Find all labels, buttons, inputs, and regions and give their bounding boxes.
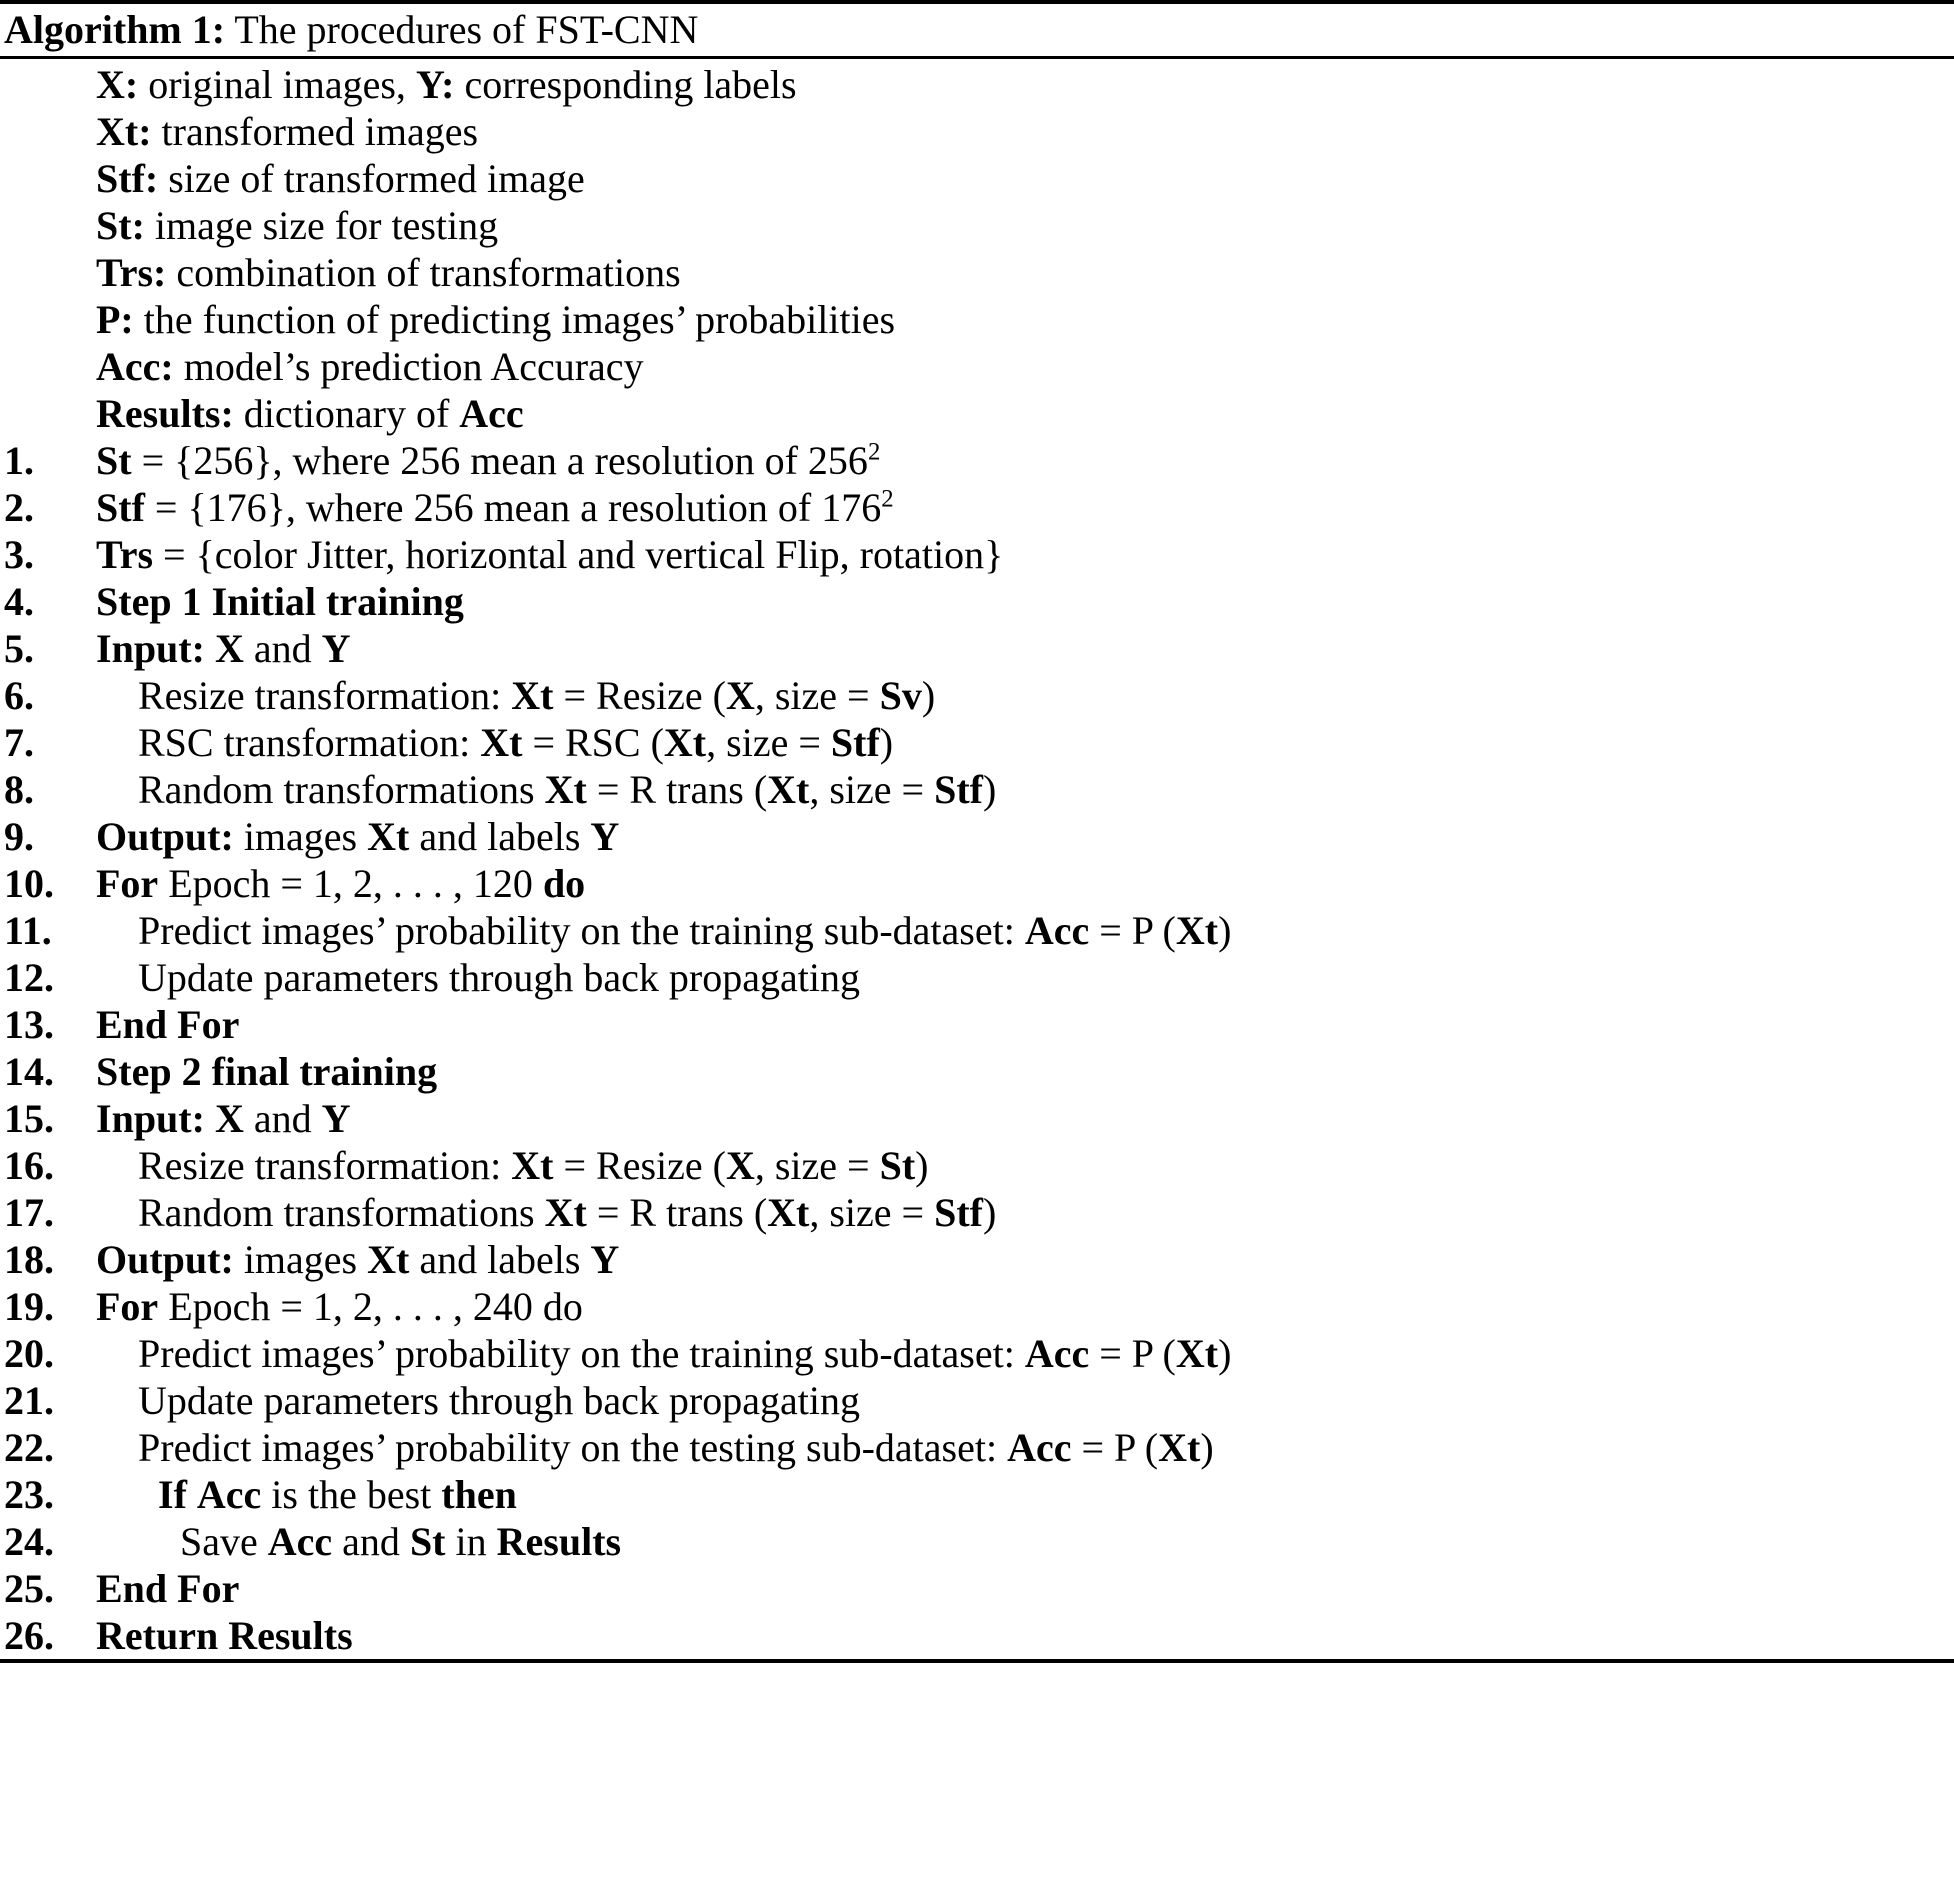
line-content: [96, 296, 1954, 343]
emphasized-token: Y:: [415, 62, 455, 107]
plain-token: = Resize (: [553, 673, 726, 718]
plain-token: size of transformed image: [158, 156, 585, 201]
algorithm-header: [0, 4, 1954, 56]
plain-token: combination of transformations: [166, 250, 681, 295]
plain-token: Predict images’ probability on the training sub-dataset:: [138, 1331, 1025, 1376]
algorithm-step-line: [0, 907, 1954, 954]
plain-token: Save: [180, 1519, 268, 1564]
emphasized-token: Acc: [459, 391, 524, 436]
line-content: [96, 1283, 1954, 1330]
line-content: [96, 1612, 1954, 1659]
plain-token: , size =: [754, 1143, 880, 1188]
line-number: 13.: [4, 1002, 54, 1047]
emphasized-token: If: [158, 1472, 187, 1517]
plain-token: RSC transformation:: [138, 720, 481, 765]
emphasized-token: Stf: [934, 1190, 983, 1235]
emphasized-token: then: [441, 1472, 517, 1517]
plain-token: images: [233, 1237, 368, 1282]
algorithm-step-line: [0, 1565, 1954, 1612]
preamble-line: [0, 390, 1954, 437]
emphasized-token: Acc: [1024, 908, 1090, 953]
emphasized-token: Xt: [663, 720, 707, 765]
plain-token: Random transformations: [138, 767, 545, 812]
line-content: [96, 907, 1954, 954]
line-content: [96, 1048, 1954, 1095]
emphasized-token: Output:: [96, 814, 234, 859]
algorithm-body: [0, 59, 1954, 1659]
line-number: 7.: [4, 720, 34, 765]
algorithm-step-line: [0, 672, 1954, 719]
plain-token: , size =: [809, 767, 935, 812]
emphasized-token: Xt: [1175, 908, 1219, 953]
plain-token: images: [233, 814, 368, 859]
plain-token: ): [983, 767, 997, 812]
line-content: [96, 61, 1954, 108]
plain-token: ): [921, 673, 936, 718]
emphasized-token: Xt: [1175, 1331, 1219, 1376]
plain-token: ): [1200, 1425, 1214, 1470]
emphasized-token: Stf: [96, 485, 145, 530]
preamble-line: [0, 296, 1954, 343]
algorithm-step-line: [0, 766, 1954, 813]
algorithm-step-line: [0, 1189, 1954, 1236]
preamble-line: [0, 249, 1954, 296]
plain-token: = P (: [1089, 1331, 1176, 1376]
line-content: [96, 1518, 1954, 1565]
line-number: 2.: [4, 485, 34, 530]
line-number: 4.: [4, 579, 34, 624]
line-content: [96, 1236, 1954, 1283]
emphasized-token: Xt: [544, 767, 587, 812]
algorithm-step-line: [0, 1283, 1954, 1330]
algorithm-step-line: [0, 578, 1954, 625]
line-number: 3.: [4, 532, 34, 577]
plain-token: and: [332, 1519, 410, 1564]
plain-token: = RSC (: [522, 720, 664, 765]
emphasized-token: Y: [590, 1237, 620, 1282]
algorithm-step-line: [0, 1236, 1954, 1283]
plain-token: Predict images’ probability on the testing sub-dataset:: [138, 1425, 1008, 1470]
emphasized-token: Xt: [367, 814, 410, 859]
plain-token: = R trans (: [586, 1190, 768, 1235]
bottom-rule: [0, 1659, 1954, 1663]
preamble-line: [0, 343, 1954, 390]
line-number: 5.: [4, 626, 34, 671]
algorithm-step-line: [0, 1001, 1954, 1048]
emphasized-token: Xt: [511, 673, 554, 718]
line-content: [96, 1189, 1954, 1236]
emphasized-token: Return Results: [96, 1613, 353, 1658]
plain-token: Resize transformation:: [138, 673, 512, 718]
algorithm-preamble: [0, 61, 1954, 437]
line-content: [96, 766, 1954, 813]
line-number: 18.: [4, 1237, 54, 1282]
plain-token: in: [445, 1519, 497, 1564]
algorithm-step-line: [0, 1095, 1954, 1142]
emphasized-token: Xt: [767, 767, 810, 812]
emphasized-token: Acc: [267, 1519, 333, 1564]
algorithm-step-line: [0, 719, 1954, 766]
emphasized-token: Results: [496, 1519, 622, 1564]
line-number: 26.: [4, 1613, 54, 1658]
plain-token: Random transformations: [138, 1190, 545, 1235]
emphasized-token: Xt: [767, 1190, 810, 1235]
line-content: [96, 1377, 1954, 1424]
plain-token: = {256}, where 256 mean a resolution of 256: [131, 438, 868, 483]
line-number: 16.: [4, 1143, 54, 1188]
emphasized-token: Acc: [196, 1472, 262, 1517]
plain-token: 2: [867, 438, 881, 466]
plain-token: and: [243, 626, 322, 671]
line-number: 17.: [4, 1190, 54, 1235]
emphasized-token: X: [214, 1096, 244, 1141]
plain-token: image size for testing: [144, 203, 499, 248]
line-number: 11.: [4, 908, 52, 953]
emphasized-token: St: [879, 1143, 916, 1188]
emphasized-token: Sv: [879, 673, 922, 718]
algorithm-step-line: [0, 1377, 1954, 1424]
line-number: 12.: [4, 955, 54, 1000]
plain-token: = {176}, where 256 mean a resolution of 176: [144, 485, 882, 530]
plain-token: ): [983, 1190, 997, 1235]
plain-token: and labels: [409, 814, 591, 859]
emphasized-token: X:: [96, 62, 139, 107]
line-content: [96, 1471, 1954, 1518]
line-content: [96, 249, 1954, 296]
emphasized-token: Input:: [96, 1096, 205, 1141]
emphasized-token: do: [542, 861, 586, 906]
algorithm-step-line: [0, 1424, 1954, 1471]
emphasized-token: Stf: [830, 720, 880, 765]
plain-token: dictionary of: [233, 391, 460, 436]
emphasized-token: St: [96, 438, 132, 483]
algorithm-label: Algorithm 1:: [4, 7, 226, 52]
plain-token: ): [879, 720, 894, 765]
emphasized-token: Xt: [480, 720, 523, 765]
preamble-line: [0, 61, 1954, 108]
algorithm-steps: [0, 437, 1954, 1659]
emphasized-token: Stf: [934, 767, 983, 812]
emphasized-token: St:: [96, 203, 145, 248]
algorithm-step-line: [0, 1330, 1954, 1377]
plain-token: , size =: [809, 1190, 935, 1235]
plain-token: is the best: [261, 1472, 442, 1517]
plain-token: [187, 1472, 197, 1517]
plain-token: , size =: [754, 673, 880, 718]
line-number: 10.: [4, 861, 54, 906]
line-number: 9.: [4, 814, 34, 859]
algorithm-step-line: [0, 484, 1954, 531]
plain-token: Epoch = 1, 2, . . . , 240 do: [158, 1284, 583, 1329]
algorithm-step-line: [0, 1518, 1954, 1565]
plain-token: Epoch = 1, 2, . . . , 120: [158, 861, 543, 906]
line-content: [96, 860, 1954, 907]
emphasized-token: Input:: [96, 626, 205, 671]
emphasized-token: X: [214, 626, 244, 671]
line-content: [96, 155, 1954, 202]
line-content: [96, 1565, 1954, 1612]
plain-token: [205, 626, 215, 671]
plain-token: transformed images: [151, 109, 479, 154]
emphasized-token: Xt: [1158, 1425, 1201, 1470]
emphasized-token: For: [96, 1284, 159, 1329]
emphasized-token: Acc: [1024, 1331, 1090, 1376]
plain-token: Update parameters through back propagating: [138, 1378, 860, 1423]
plain-token: Update parameters through back propagating: [138, 955, 860, 1000]
line-content: [96, 813, 1954, 860]
algorithm-step-line: [0, 1048, 1954, 1095]
emphasized-token: Xt: [544, 1190, 587, 1235]
line-content: [96, 625, 1954, 672]
plain-token: Resize transformation:: [138, 1143, 512, 1188]
plain-token: = P (: [1089, 908, 1176, 953]
emphasized-token: St: [409, 1519, 446, 1564]
algorithm-step-line: [0, 1142, 1954, 1189]
plain-token: corresponding labels: [454, 62, 797, 107]
emphasized-token: Xt: [367, 1237, 410, 1282]
line-number: 6.: [4, 673, 34, 718]
line-number: 1.: [4, 438, 34, 483]
line-content: [96, 954, 1954, 1001]
emphasized-token: X: [725, 673, 755, 718]
emphasized-token: Acc: [1007, 1425, 1072, 1470]
line-number: 21.: [4, 1378, 54, 1423]
line-number: 22.: [4, 1425, 54, 1470]
preamble-line: [0, 202, 1954, 249]
plain-token: [205, 1096, 215, 1141]
line-number: 15.: [4, 1096, 54, 1141]
line-number: 20.: [4, 1331, 54, 1376]
plain-token: ): [1218, 1331, 1232, 1376]
emphasized-token: For: [96, 861, 159, 906]
algorithm-step-line: [0, 860, 1954, 907]
line-content: [96, 1142, 1954, 1189]
line-content: [96, 390, 1954, 437]
algorithm-step-line: [0, 1612, 1954, 1659]
line-content: [96, 578, 1954, 625]
emphasized-token: Y: [321, 626, 351, 671]
emphasized-token: Xt:: [96, 109, 152, 154]
emphasized-token: Step 1 Initial training: [96, 579, 464, 624]
emphasized-token: P:: [96, 297, 134, 342]
emphasized-token: Output:: [96, 1237, 234, 1282]
emphasized-token: Step 2 final training: [96, 1049, 438, 1094]
line-content: [96, 343, 1954, 390]
algorithm-step-line: [0, 1471, 1954, 1518]
line-number: 25.: [4, 1566, 54, 1611]
line-content: [96, 108, 1954, 155]
algorithm-step-line: [0, 531, 1954, 578]
line-content: [96, 1095, 1954, 1142]
line-content: [96, 202, 1954, 249]
algorithm-step-line: [0, 437, 1954, 484]
plain-token: , size =: [706, 720, 831, 765]
plain-token: = Resize (: [553, 1143, 726, 1188]
line-number: 14.: [4, 1049, 54, 1094]
plain-token: the function of predicting images’ probabilities: [133, 297, 896, 342]
line-number: 23.: [4, 1472, 54, 1517]
emphasized-token: Trs: [96, 532, 154, 577]
plain-token: original images,: [138, 62, 416, 107]
line-content: [96, 1424, 1954, 1471]
algorithm-step-line: [0, 813, 1954, 860]
line-content: [96, 437, 1954, 484]
emphasized-token: Results:: [96, 391, 234, 436]
line-content: [96, 719, 1954, 766]
emphasized-token: Y: [321, 1096, 351, 1141]
plain-token: ): [915, 1143, 929, 1188]
line-number: 8.: [4, 767, 34, 812]
plain-token: and labels: [409, 1237, 591, 1282]
plain-token: ): [1218, 908, 1232, 953]
plain-token: model’s prediction Accuracy: [173, 344, 644, 389]
plain-token: = {color Jitter, horizontal and vertical Flip, rotation}: [153, 532, 1004, 577]
emphasized-token: Stf:: [96, 156, 159, 201]
plain-token: 2: [881, 485, 894, 513]
line-content: [96, 1001, 1954, 1048]
emphasized-token: End For: [96, 1002, 240, 1047]
preamble-line: [0, 108, 1954, 155]
emphasized-token: End For: [96, 1566, 240, 1611]
emphasized-token: Xt: [511, 1143, 554, 1188]
line-content: [96, 672, 1954, 719]
line-content: [96, 531, 1954, 578]
emphasized-token: Trs:: [96, 250, 167, 295]
line-content: [96, 1330, 1954, 1377]
line-number: 24.: [4, 1519, 54, 1564]
preamble-line: [0, 155, 1954, 202]
line-number: 19.: [4, 1284, 54, 1329]
plain-token: and: [243, 1096, 322, 1141]
emphasized-token: Y: [590, 814, 620, 859]
emphasized-token: X: [725, 1143, 755, 1188]
plain-token: Predict images’ probability on the training sub-dataset:: [138, 908, 1025, 953]
algorithm-title: The procedures of FST-CNN: [225, 7, 699, 52]
emphasized-token: Acc:: [96, 344, 174, 389]
line-content: [96, 484, 1954, 531]
algorithm-step-line: [0, 625, 1954, 672]
algorithm-step-line: [0, 954, 1954, 1001]
plain-token: = P (: [1071, 1425, 1159, 1470]
plain-token: = R trans (: [586, 767, 768, 812]
